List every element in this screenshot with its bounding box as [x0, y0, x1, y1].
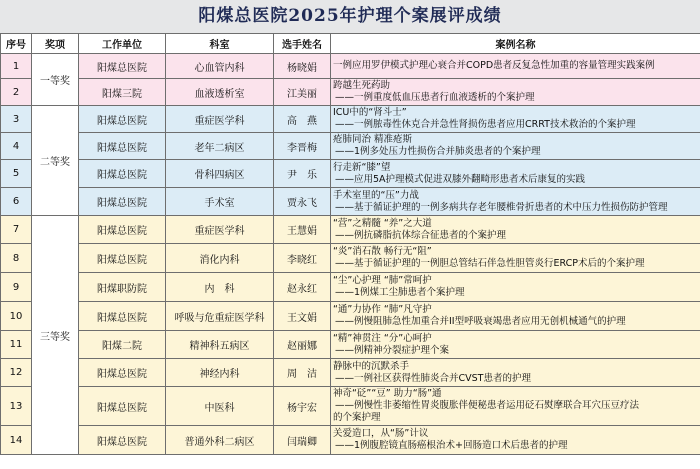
row-name: 高 燕: [274, 106, 331, 133]
page-title: 阳煤总医院2025年护理个案展评成绩: [0, 0, 700, 33]
row-no: 5: [1, 160, 32, 188]
case-title: “尘”心护理 “肺”常呵护: [333, 275, 432, 286]
row-no: 3: [1, 106, 32, 133]
row-unit: 阳煤职防院: [79, 273, 166, 302]
case-subtitle: ——一例重度低血压患者行血液透析的个案护理: [335, 92, 535, 103]
row-no: 1: [1, 54, 32, 79]
case-subtitle: ——一例脓毒性休克合并急性肾损伤患者应用CRRT技术救治的个案护理: [335, 119, 636, 130]
row-dept: 重症医学科: [166, 216, 274, 244]
row-no: 4: [1, 133, 32, 160]
row-no: 10: [1, 302, 32, 331]
case-title: 神奇“砭”“豆” 助力“肠”通: [333, 388, 442, 399]
case-title: 关爱造口，从“肠”计议: [333, 428, 429, 439]
row-dept: 手术室: [166, 188, 274, 216]
row-case: [331, 133, 700, 160]
row-name: 李晓红: [274, 244, 331, 273]
case-subtitle: ——1例煤工尘肺患者个案护理: [335, 287, 465, 298]
case-title: “精”神贯注 “分”心呵护: [333, 332, 432, 344]
case-subtitle: ——基于循证护理的一例多病共存老年腰椎骨折患者的术中压力性损伤防护管理: [335, 201, 668, 213]
award-third: 三等奖: [32, 216, 79, 455]
row-case: [331, 273, 700, 302]
row-dept: 内 科: [166, 273, 274, 302]
row-name: 尹 乐: [274, 160, 331, 188]
row-dept: 呼吸与危重症医学科: [166, 302, 274, 331]
row-no: 13: [1, 387, 32, 426]
row-no: 14: [1, 426, 32, 455]
row-dept: 重症医学科: [166, 106, 274, 133]
row-unit: 阳煤总医院: [79, 426, 166, 455]
row-case: [331, 160, 700, 188]
table-row: [1, 188, 700, 216]
row-unit: 阳煤三院: [79, 79, 166, 106]
case-title: 行走新“膝”望: [333, 161, 391, 173]
row-case: [331, 79, 700, 106]
row-name: 赵永红: [274, 273, 331, 302]
row-unit: 阳煤总医院: [79, 188, 166, 216]
row-unit: 阳煤总医院: [79, 160, 166, 188]
case-title: 手术室里的“压”力战: [333, 189, 419, 201]
row-no: 7: [1, 216, 32, 244]
row-no: 6: [1, 188, 32, 216]
table-row: [1, 331, 700, 359]
row-dept: 骨科四病区: [166, 160, 274, 188]
table-row: [1, 79, 700, 106]
row-no: 12: [1, 359, 32, 387]
case-subtitle: ——例抗磷脂抗体综合征患者的个案护理: [335, 229, 507, 241]
table-row: [1, 160, 700, 188]
row-unit: 阳煤总医院: [79, 216, 166, 244]
table-row: [1, 133, 700, 160]
case-subtitle-cont: 的个案护理: [333, 412, 381, 423]
header-row: [1, 34, 700, 54]
row-unit: 阳煤总医院: [79, 244, 166, 273]
case-title: 静脉中的沉默杀手: [333, 360, 410, 372]
row-no: 8: [1, 244, 32, 273]
table-row: [1, 106, 700, 133]
table-row: [1, 54, 700, 79]
case-line: 一例应用罗伊模式护理心衰合并COPD患者反复急性加重的容量管理实践案例: [333, 60, 655, 71]
row-dept: 消化内科: [166, 244, 274, 273]
row-name: 李晋梅: [274, 133, 331, 160]
row-dept: 神经内科: [166, 359, 274, 387]
case-title: “通”力协作 “肺”凡守护: [333, 304, 432, 315]
header-award: 奖项: [32, 34, 79, 54]
row-name: 周 洁: [274, 359, 331, 387]
row-dept: 心血管内科: [166, 54, 274, 79]
case-subtitle: ——例精神分裂症护理个案: [335, 344, 450, 356]
table-row: [1, 244, 700, 273]
row-case: [331, 302, 700, 331]
award-first: 一等奖: [32, 54, 79, 106]
row-no: 9: [1, 273, 32, 302]
case-subtitle: ——1例腹腔镜直肠癌根治术+回肠造口术后患者的护理: [335, 440, 568, 451]
row-case: [331, 359, 700, 387]
row-name: 杨宇宏: [274, 387, 331, 426]
row-name: 赵丽娜: [274, 331, 331, 359]
header-dept: 科室: [166, 34, 274, 54]
row-name: 王文娟: [274, 302, 331, 331]
row-case: [331, 188, 700, 216]
row-case: [331, 426, 700, 455]
row-unit: 阳煤总医院: [79, 106, 166, 133]
row-case: [331, 244, 700, 273]
case-title: “炎”消石散 畅行无“阻”: [333, 246, 432, 257]
case-subtitle: ——例慢阻肺急性加重合并II型呼吸衰竭患者应用无创机械通气的护理: [335, 316, 626, 327]
case-title: “营”之精髓 “养”之大道: [333, 217, 432, 229]
row-dept: 中医科: [166, 387, 274, 426]
row-no: 11: [1, 331, 32, 359]
row-unit: 阳煤总医院: [79, 387, 166, 426]
row-unit: 阳煤总医院: [79, 54, 166, 79]
header-case: 案例名称: [331, 34, 700, 54]
table-row: [1, 273, 700, 302]
row-case: [331, 106, 700, 133]
row-name: 贾永飞: [274, 188, 331, 216]
case-title: 疮肺同治 精准疮斯: [333, 134, 413, 145]
award-second: 二等奖: [32, 106, 79, 216]
case-title: ICU中的“肾斗士”: [333, 107, 407, 118]
row-unit: 阳煤总医院: [79, 302, 166, 331]
row-unit: 阳煤总医院: [79, 359, 166, 387]
case-title: 跨越生死药助: [333, 80, 391, 91]
table-row: [1, 387, 700, 426]
row-no: 2: [1, 79, 32, 106]
header-no: 序号: [1, 34, 32, 54]
case-subtitle: ——例慢性非萎缩性胃炎腹胀伴便秘患者运用砭石熨摩联合耳穴压豆疗法: [335, 400, 640, 411]
row-case: [331, 216, 700, 244]
table-row: [1, 302, 700, 331]
row-unit: 阳煤二院: [79, 331, 166, 359]
row-case: [331, 387, 700, 426]
table-row: [1, 216, 700, 244]
row-dept: 血液透析室: [166, 79, 274, 106]
row-name: 闫瑞卿: [274, 426, 331, 455]
header-name: 选手姓名: [274, 34, 331, 54]
row-case: [331, 331, 700, 359]
row-dept: 精神科五病区: [166, 331, 274, 359]
table-row: [1, 359, 700, 387]
case-subtitle: ——应用5A护理模式促进双膝外翻畸形患者术后康复的实践: [335, 173, 586, 185]
results-table: [0, 33, 700, 455]
case-subtitle: ——1例多处压力性损伤合并肺炎患者的个案护理: [335, 146, 541, 157]
header-unit: 工作单位: [79, 34, 166, 54]
case-subtitle: ——一例社区获得性肺炎合并CVST患者的护理: [335, 372, 531, 384]
row-dept: 老年二病区: [166, 133, 274, 160]
row-name: 王慧娟: [274, 216, 331, 244]
row-case: [331, 54, 700, 79]
row-unit: 阳煤总医院: [79, 133, 166, 160]
row-dept: 普通外科二病区: [166, 426, 274, 455]
case-subtitle: ——基于循证护理的一例胆总管结石伴急性胆管炎行ERCP术后的个案护理: [335, 258, 645, 269]
table-row: [1, 426, 700, 455]
row-name: 江美丽: [274, 79, 331, 106]
row-name: 杨晓娟: [274, 54, 331, 79]
